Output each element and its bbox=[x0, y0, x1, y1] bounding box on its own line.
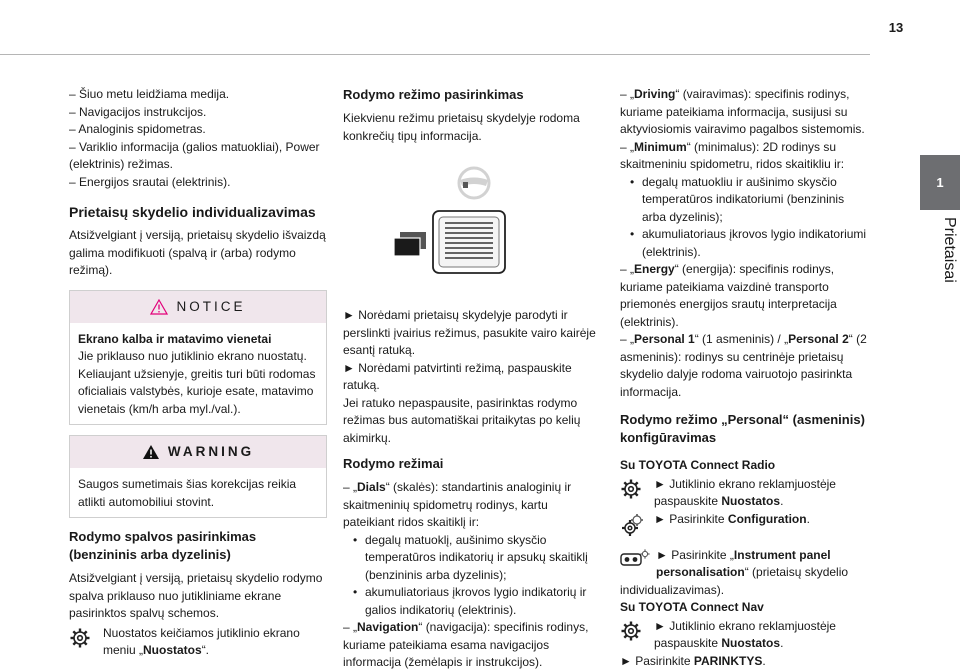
mode-text-personal-end: “ (2 asmeninis): rodinys su centrinėje prietaisų skydelio dalyje rodoma vairuotojo pasirinkta informacija. bbox=[620, 332, 867, 399]
colour-settings-text: Nuostatos keičiamos jutiklinio ekrano meniu „ bbox=[103, 625, 300, 657]
nav-step-2 bbox=[620, 653, 870, 671]
warning-label: WARNING bbox=[167, 444, 255, 460]
mode-text-energy: “ (energija): specifinis rodinys, kuriame pateikiama vaizdinė transporto priemonės energijos srautų interpretacija (elektrinis). bbox=[620, 262, 837, 329]
configuration-menu-name: Configuration bbox=[727, 511, 807, 526]
bullet-item: • akumuliatoriaus įkrovos lygio indikatoriumi (elektrinis). bbox=[620, 226, 870, 261]
mode-text-driving: “ (vairavimas): specifinis rodinys, kuriame pateikiama informacija, susijusi su aktyviosiomis vairavimo pagalbos sistemomis. bbox=[620, 87, 865, 136]
step-text-end: . bbox=[806, 511, 810, 526]
column-3 bbox=[620, 86, 870, 670]
notice-triangle-icon bbox=[150, 299, 168, 315]
radio-step-2 bbox=[620, 511, 870, 543]
warning-text: Saugos sumetimais šias korekcijas reikia atlikti automobiliui stovint. bbox=[78, 477, 297, 509]
mode-dials bbox=[343, 479, 599, 532]
bullet-item: • degalų matuoklį, aušinimo skysčio temperatūros indikatorių ir apsukų skaitiklį (benzininis arba dyzelinis); bbox=[343, 532, 599, 585]
heading-personal: Rodymo režimo „Personal“ (asmeninis) konfigūravimas bbox=[620, 412, 865, 445]
notice-text: Jie priklauso nuo jutiklinio ekrano nuostatų. Keliaujant užsienyje, greitis turi būti rodomas oficialiais valstybės, kurioje esate, matavimo vienetais (km/h arba myl./val.). bbox=[78, 349, 316, 416]
list-item: – Analoginis spidometras. bbox=[69, 122, 206, 136]
settings-menu-name: Nuostatos bbox=[721, 494, 781, 508]
warning-box bbox=[69, 435, 327, 518]
page-number: 13 bbox=[888, 20, 904, 35]
mode-navigation bbox=[343, 619, 599, 672]
mode-driving bbox=[620, 86, 870, 139]
column-2 bbox=[343, 86, 599, 672]
colour-settings-row bbox=[69, 625, 327, 660]
mode-name-dials: Dials bbox=[357, 480, 386, 494]
steering-illustration bbox=[343, 151, 599, 299]
heading-radio: Su TOYOTA Connect Radio bbox=[620, 458, 776, 472]
heading-colour: Rodymo spalvos pasirinkimas (benzininis arba dyzelinis) bbox=[69, 529, 257, 562]
list-item: – Šiuo metu leidžiama medija. bbox=[69, 87, 230, 101]
dash: – „ bbox=[343, 480, 358, 494]
instrument-panel-menu-name: Instrument panel personalisation bbox=[656, 547, 831, 579]
heading-modes: Rodymo režimai bbox=[343, 456, 444, 471]
gear-pair-icon[interactable] bbox=[620, 513, 646, 537]
steering-wheel-icon bbox=[453, 165, 495, 201]
mode-energy bbox=[620, 261, 870, 331]
heading-nav: Su TOYOTA Connect Nav bbox=[620, 600, 764, 614]
step-text: ► Jutiklinio ekrano reklamjuostėje paspauskite bbox=[654, 476, 836, 508]
options-menu-name: PARINKTYS bbox=[693, 653, 763, 668]
mode-name-driving: Driving bbox=[634, 87, 676, 101]
dash: – „ bbox=[620, 332, 635, 346]
step-confirm: ► Norėdami patvirtinti režimą, paspauskite ratuką. bbox=[343, 360, 572, 392]
step-text: ► Pasirinkite „ bbox=[656, 547, 734, 562]
warning-triangle-icon bbox=[142, 444, 160, 460]
settings-menu-name: Nuostatos bbox=[143, 643, 202, 657]
dash: – „ bbox=[620, 139, 635, 154]
gear-icon[interactable] bbox=[620, 478, 642, 500]
notice-header bbox=[70, 291, 326, 323]
mode-personal bbox=[620, 331, 870, 401]
section-tab[interactable]: 1 bbox=[920, 155, 960, 210]
step-note: Jei ratuko nepaspausite, pasirinktas rodymo režimas bus automatiškai pritaikytas po kelių akimirkų. bbox=[343, 395, 581, 445]
list-item: – Energijos srautai (elektrinis). bbox=[69, 174, 231, 189]
list-item: – Variklio informacija (galios matuokliai), Power (elektrinis) režimas. bbox=[69, 139, 320, 171]
thumbwheel-icon bbox=[431, 209, 507, 275]
mode-minimum bbox=[620, 139, 870, 174]
display-modes-icon bbox=[393, 231, 427, 257]
heading-mode: Rodymo režimo pasirinkimas bbox=[343, 87, 524, 102]
notice-box bbox=[69, 290, 327, 426]
mode-name-energy: Energy bbox=[634, 262, 675, 276]
notice-label: NOTICE bbox=[176, 298, 246, 314]
dash: – „ bbox=[620, 87, 635, 101]
dash: – „ bbox=[620, 262, 635, 276]
paragraph-customize: Atsižvelgiant į versiją, prietaisų skydelio išvaizdą galima modifikuoti (spalvą ir (arba) rodymo režimą). bbox=[69, 228, 326, 277]
step-text-end: “ (prietaisų skydelio individualizavimas). bbox=[620, 565, 849, 597]
section-label: Prietaisai bbox=[941, 217, 958, 283]
step-text-end: . bbox=[780, 494, 784, 508]
gear-icon[interactable] bbox=[620, 620, 642, 642]
step-text: ► Pasirinkite bbox=[654, 511, 728, 526]
mode-text-personal: “ (1 asmeninis) / „ bbox=[694, 332, 789, 346]
settings-menu-name: Nuostatos bbox=[721, 636, 781, 650]
notice-title: Ekrano kalba ir matavimo vienetai bbox=[78, 331, 272, 346]
mode-name-navigation: Navigation bbox=[357, 620, 419, 634]
paragraph-mode: Kiekvienu režimu prietaisų skydelyje rodoma konkrečių tipų informacija. bbox=[343, 111, 580, 143]
mode-name-personal-2: Personal 2 bbox=[788, 332, 849, 346]
nav-step-1 bbox=[620, 618, 870, 653]
mode-text-minimum: “ (minimalus): 2D rodinys su skaitmeniniu spidometru, ridos skaitikliu ir: bbox=[620, 139, 845, 171]
step-scroll: ► Norėdami prietaisų skydelyje parodyti ir perslinkti įvairius režimus, pasukite vairo kairėje esantį ratuką. bbox=[343, 308, 596, 357]
column-1 bbox=[69, 86, 327, 660]
radio-step-3 bbox=[620, 547, 870, 600]
mode-name-minimum: Minimum bbox=[634, 139, 687, 154]
bullet-item: • degalų matuokliu ir aušinimo skysčio temperatūros indikatoriumi (benzininis arba dyzelinis); bbox=[620, 174, 870, 227]
mode-name-personal-1: Personal 1 bbox=[634, 332, 695, 346]
bullet-item: • akumuliatoriaus įkrovos lygio indikatorių ir galios indikatorių (elektrinis). bbox=[343, 584, 599, 619]
gear-icon[interactable] bbox=[69, 627, 91, 649]
dash: – „ bbox=[343, 620, 358, 634]
heading-customize: Prietaisų skydelio individualizavimas bbox=[69, 204, 316, 220]
colour-settings-text-end: “. bbox=[201, 643, 210, 657]
instrument-panel-gear-icon[interactable] bbox=[620, 549, 650, 567]
mode-text-navigation: “ (navigacija): specifinis rodinys, kuriame pateikiama esama navigacijos informacija (žemėlapis ir instrukcijos). bbox=[343, 620, 589, 669]
step-text-end: . bbox=[762, 653, 766, 668]
radio-step-1 bbox=[620, 476, 870, 511]
warning-header bbox=[70, 436, 326, 468]
paragraph-colour: Atsižvelgiant į versiją, prietaisų skydelio rodymo spalva priklauso nuo jutikliniame ekrane pasirinktos spalvų schemos. bbox=[69, 571, 323, 620]
step-text: ► Jutiklinio ekrano reklamjuostėje paspauskite bbox=[654, 618, 836, 650]
top-rule bbox=[0, 54, 870, 55]
list-item: – Navigacijos instrukcijos. bbox=[69, 104, 207, 119]
step-text-end: . bbox=[780, 636, 784, 650]
mode-text-dials: “ (skalės): standartinis analoginių ir skaitmeninių spidometrų rodinys, kartu pateikiant ridos skaitiklį ir: bbox=[343, 480, 572, 529]
step-text: ► Pasirinkite bbox=[620, 653, 694, 668]
